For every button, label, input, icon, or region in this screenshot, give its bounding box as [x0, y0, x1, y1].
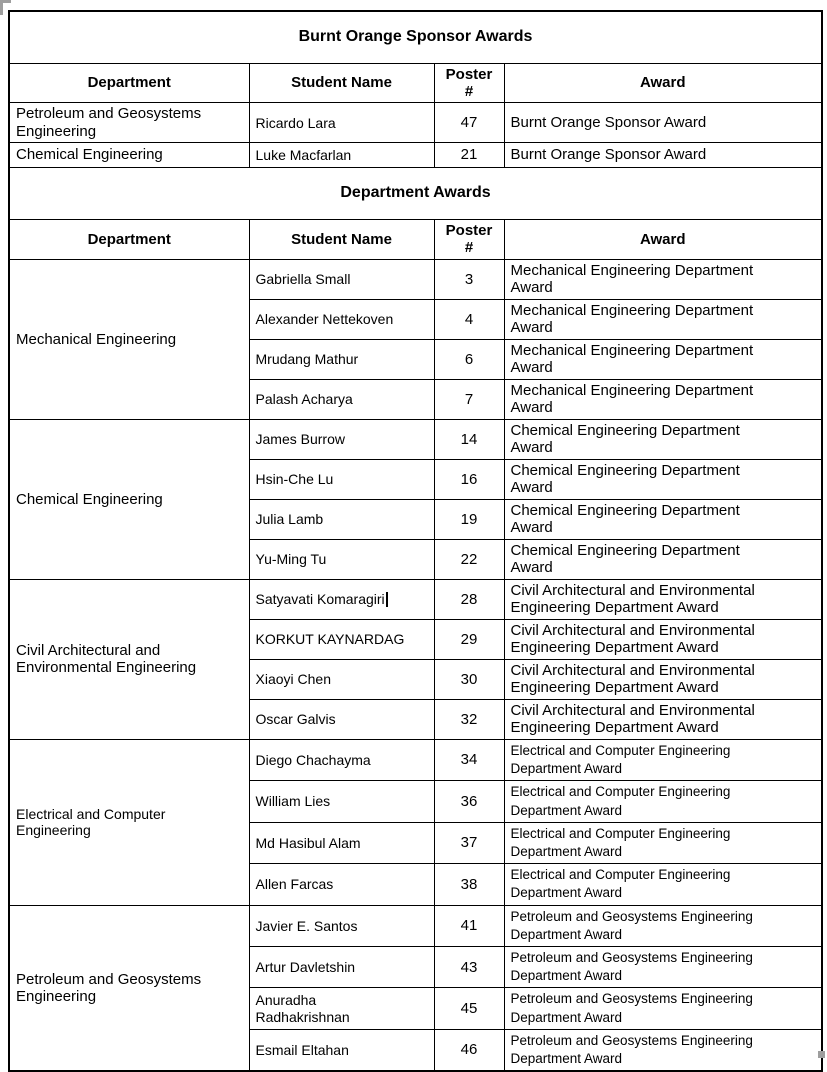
poster-number-cell[interactable]: 43	[434, 947, 504, 988]
poster-number-cell[interactable]: 36	[434, 781, 504, 822]
section-title-department-awards[interactable]: Department Awards	[9, 168, 822, 220]
student-name-cell[interactable]: Yu-Ming Tu	[249, 539, 434, 579]
column-header-poster-number[interactable]	[434, 220, 504, 260]
award-cell[interactable]: Petroleum and Geosystems Engineering Department Award	[504, 1029, 822, 1071]
department-cell[interactable]: Mechanical Engineering	[9, 259, 249, 419]
table-row	[9, 63, 822, 103]
award-cell[interactable]: Burnt Orange Sponsor Award	[504, 143, 822, 168]
student-name-cell[interactable]: Anuradha Radhakrishnan	[249, 988, 434, 1029]
table-row	[9, 419, 822, 459]
student-name-cell[interactable]: James Burrow	[249, 419, 434, 459]
column-header-award[interactable]: Award	[504, 63, 822, 103]
student-name-cell[interactable]: Diego Chachayma	[249, 739, 434, 780]
text-cursor	[386, 592, 388, 607]
student-name: Satyavati Komaragiri	[255, 591, 385, 608]
award-cell[interactable]: Petroleum and Geosystems Engineering Department Award	[504, 947, 822, 988]
student-name-cell[interactable]: Javier E. Santos	[249, 905, 434, 946]
department-cell[interactable]: Chemical Engineering	[9, 143, 249, 168]
student-name-cell[interactable]: Luke Macfarlan	[249, 143, 434, 168]
student-name-cell[interactable]: KORKUT KAYNARDAG	[249, 619, 434, 659]
award-cell[interactable]: Mechanical Engineering Department Award	[504, 259, 822, 299]
award-cell[interactable]: Burnt Orange Sponsor Award	[504, 103, 822, 143]
poster-number-cell[interactable]: 4	[434, 299, 504, 339]
table-row	[9, 143, 822, 168]
table-row	[9, 168, 822, 220]
poster-number-cell[interactable]: 22	[434, 539, 504, 579]
award-cell[interactable]: Mechanical Engineering Department Award	[504, 379, 822, 419]
student-name-cell[interactable]: Md Hasibul Alam	[249, 822, 434, 863]
poster-number-cell[interactable]: 37	[434, 822, 504, 863]
award-cell[interactable]: Electrical and Computer Engineering Department Award	[504, 864, 822, 905]
poster-number-cell[interactable]: 38	[434, 864, 504, 905]
award-cell[interactable]: Civil Architectural and Environmental Engineering Department Award	[504, 579, 822, 619]
poster-number-cell[interactable]: 21	[434, 143, 504, 168]
poster-number-cell[interactable]: 41	[434, 905, 504, 946]
department-cell[interactable]: Civil Architectural and Environmental Engineering	[9, 579, 249, 739]
poster-number-cell[interactable]: 19	[434, 499, 504, 539]
student-name-cell[interactable]: Palash Acharya	[249, 379, 434, 419]
column-header-poster-label: Poster #	[445, 222, 493, 257]
department-cell[interactable]: Electrical and Computer Engineering	[9, 739, 249, 905]
student-name-cell[interactable]: Alexander Nettekoven	[249, 299, 434, 339]
section-title-sponsor-awards[interactable]: Burnt Orange Sponsor Awards	[9, 11, 822, 63]
award-cell[interactable]: Civil Architectural and Environmental Engineering Department Award	[504, 659, 822, 699]
poster-number-cell[interactable]: 7	[434, 379, 504, 419]
award-cell[interactable]: Chemical Engineering Department Award	[504, 499, 822, 539]
table-row	[9, 220, 822, 260]
award-cell[interactable]: Chemical Engineering Department Award	[504, 419, 822, 459]
student-name-cell[interactable]: Esmail Eltahan	[249, 1029, 434, 1071]
student-name-cell[interactable]: Oscar Galvis	[249, 699, 434, 739]
award-cell[interactable]: Electrical and Computer Engineering Department Award	[504, 781, 822, 822]
award-cell[interactable]: Petroleum and Geosystems Engineering Department Award	[504, 988, 822, 1029]
student-name-cell[interactable]: Xiaoyi Chen	[249, 659, 434, 699]
table-row	[9, 11, 822, 63]
column-header-student-name[interactable]: Student Name	[249, 63, 434, 103]
poster-number-cell[interactable]: 6	[434, 339, 504, 379]
department-cell[interactable]: Chemical Engineering	[9, 419, 249, 579]
poster-number-cell[interactable]: 14	[434, 419, 504, 459]
poster-number-cell[interactable]: 34	[434, 739, 504, 780]
student-name-cell[interactable]: Allen Farcas	[249, 864, 434, 905]
student-name-cell[interactable]: Julia Lamb	[249, 499, 434, 539]
student-name-cell[interactable]: William Lies	[249, 781, 434, 822]
poster-number-cell[interactable]: 46	[434, 1029, 504, 1071]
award-cell[interactable]: Petroleum and Geosystems Engineering Department Award	[504, 905, 822, 946]
poster-number-cell[interactable]: 3	[434, 259, 504, 299]
column-header-student-name[interactable]: Student Name	[249, 220, 434, 260]
table-row	[9, 579, 822, 619]
poster-number-cell[interactable]: 45	[434, 988, 504, 1029]
department-cell[interactable]: Petroleum and Geosystems Engineering	[9, 103, 249, 143]
poster-number-cell[interactable]: 28	[434, 579, 504, 619]
poster-number-cell[interactable]: 29	[434, 619, 504, 659]
column-header-poster-label: Poster #	[445, 65, 493, 100]
award-cell[interactable]: Electrical and Computer Engineering Department Award	[504, 739, 822, 780]
table-row	[9, 103, 822, 143]
award-cell[interactable]: Chemical Engineering Department Award	[504, 539, 822, 579]
student-name-cell[interactable]: Gabriella Small	[249, 259, 434, 299]
table-row	[9, 739, 822, 780]
award-cell[interactable]: Electrical and Computer Engineering Department Award	[504, 822, 822, 863]
column-header-department[interactable]: Department	[9, 63, 249, 103]
award-cell[interactable]: Civil Architectural and Environmental Engineering Department Award	[504, 619, 822, 659]
award-cell[interactable]: Mechanical Engineering Department Award	[504, 339, 822, 379]
table-row	[9, 259, 822, 299]
poster-number-cell[interactable]: 47	[434, 103, 504, 143]
student-name-cell[interactable]: Artur Davletshin	[249, 947, 434, 988]
column-header-award[interactable]: Award	[504, 220, 822, 260]
award-cell[interactable]: Mechanical Engineering Department Award	[504, 299, 822, 339]
table-row	[9, 905, 822, 946]
student-name-cell[interactable]	[249, 579, 434, 619]
column-header-department[interactable]: Department	[9, 220, 249, 260]
table-resize-handle-icon[interactable]	[818, 1051, 825, 1058]
student-name-cell[interactable]: Ricardo Lara	[249, 103, 434, 143]
poster-number-cell[interactable]: 16	[434, 459, 504, 499]
poster-number-cell[interactable]: 30	[434, 659, 504, 699]
department-cell[interactable]: Petroleum and Geosystems Engineering	[9, 905, 249, 1071]
column-header-poster-number[interactable]	[434, 63, 504, 103]
poster-number-cell[interactable]: 32	[434, 699, 504, 739]
awards-table	[8, 10, 823, 1072]
student-name-cell[interactable]: Hsin-Che Lu	[249, 459, 434, 499]
award-cell[interactable]: Chemical Engineering Department Award	[504, 459, 822, 499]
award-cell[interactable]: Civil Architectural and Environmental Engineering Department Award	[504, 699, 822, 739]
student-name-cell[interactable]: Mrudang Mathur	[249, 339, 434, 379]
